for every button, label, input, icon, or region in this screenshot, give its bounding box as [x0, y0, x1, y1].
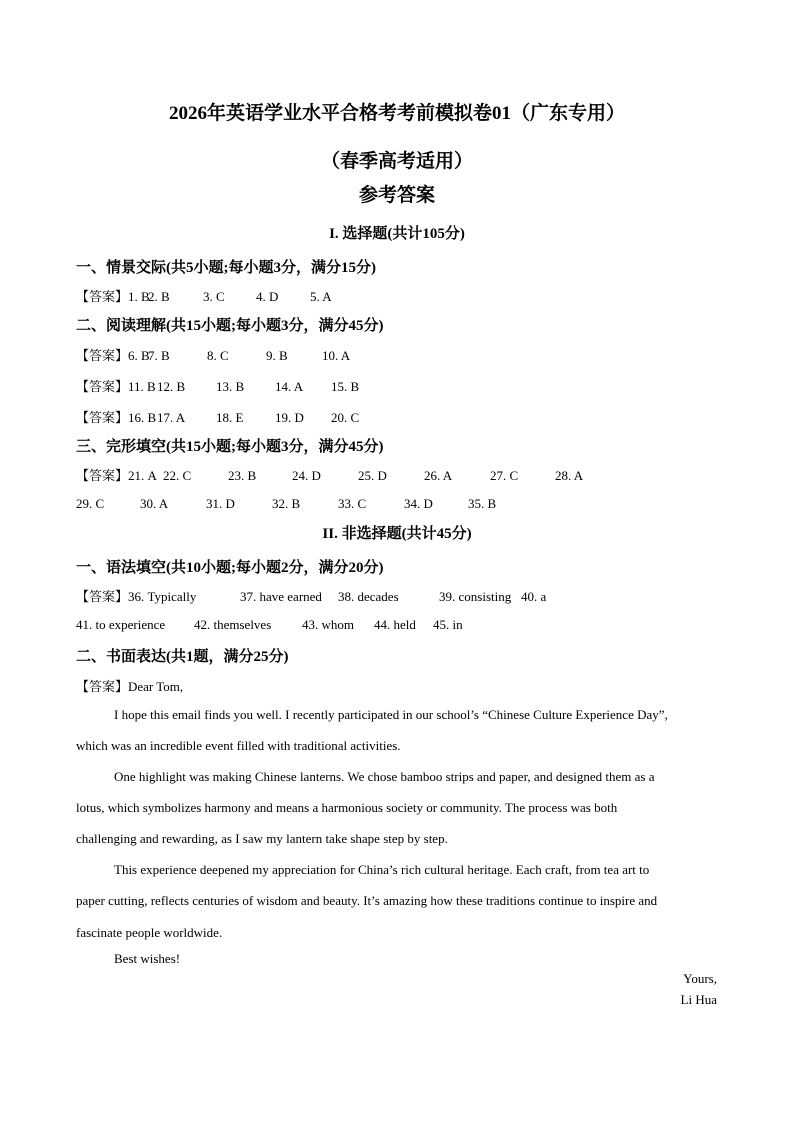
answer-item: 22. C	[163, 468, 192, 483]
answer-row	[76, 407, 359, 426]
answer-item: 37. have earned	[240, 589, 322, 604]
answer-item: 26. A	[424, 468, 453, 483]
answer-item: 19. D	[275, 410, 304, 425]
answer-row	[76, 496, 496, 512]
answer-item: 29. C	[76, 496, 105, 511]
part-2-1-heading: 一、语法填空(共10小题;每小题2分，满分20分)	[76, 560, 384, 576]
letter-signoff: Yours,	[683, 971, 717, 986]
answer-item: 45. in	[433, 617, 463, 632]
answer-item: 14. A	[275, 379, 304, 394]
answer-item: 23. B	[228, 468, 257, 483]
answer-item: 【答案】21. A	[76, 468, 157, 483]
answer-item: 17. A	[157, 410, 186, 425]
letter-line: fascinate people worldwide.	[76, 925, 223, 940]
answer-item: 【答案】1. B	[76, 289, 150, 304]
letter-line: which was an incredible event filled with traditional activities.	[76, 738, 401, 753]
answer-item: 40. a	[521, 589, 547, 604]
section-2-heading: II. 非选择题(共计45分)	[322, 526, 472, 542]
letter-line: challenging and rewarding, as I saw my lantern take shape step by step.	[76, 831, 448, 846]
section-1-heading: I. 选择题(共计105分)	[329, 226, 465, 242]
answer-item: 10. A	[322, 348, 351, 363]
answer-item: 18. E	[216, 410, 244, 425]
answer-item: 30. A	[140, 496, 169, 511]
answer-item: 24. D	[292, 468, 321, 483]
doc-title: 2026年英语学业水平合格考考前模拟卷01（广东专用）	[168, 103, 625, 124]
answer-item: 7. B	[148, 348, 170, 363]
answer-item: 35. B	[468, 496, 497, 511]
part-1-2-heading: 二、阅读理解(共15小题;每小题3分，满分45分)	[76, 318, 384, 334]
answer-item: 43. whom	[302, 617, 354, 632]
answer-item: 13. B	[216, 379, 245, 394]
answer-item: 12. B	[157, 379, 186, 394]
answer-item: 27. C	[490, 468, 519, 483]
answer-item: 15. B	[331, 379, 360, 394]
answer-row	[76, 286, 332, 305]
answer-item: 25. D	[358, 468, 387, 483]
answer-item: 34. D	[404, 496, 433, 511]
answer-row	[76, 345, 350, 364]
letter-line: paper cutting, reflects centuries of wisdom and beauty. It’s amazing how these traditions continue to inspire and	[76, 893, 658, 908]
answer-item: 39. consisting	[439, 589, 512, 604]
answer-item: 38. decades	[338, 589, 399, 604]
answer-row	[76, 465, 583, 484]
answer-row	[76, 617, 463, 633]
doc-answer-heading: 参考答案	[358, 185, 435, 206]
answer-item: 【答案】36. Typically	[76, 589, 197, 604]
answer-item: 【答案】6. B	[76, 348, 150, 363]
letter-line: One highlight was making Chinese lanterns. We chose bamboo strips and paper, and designed them as a	[114, 769, 655, 784]
answer-item: 42. themselves	[194, 617, 272, 632]
doc-subtitle: （春季高考适用）	[320, 151, 473, 172]
answer-item: 【答案】11. B	[76, 379, 156, 394]
letter-line: This experience deepened my appreciation for China’s rich cultural heritage. Each craft, from tea art to	[114, 862, 650, 877]
answer-item: 31. D	[206, 496, 235, 511]
answer-item: 33. C	[338, 496, 367, 511]
answer-item: 5. A	[310, 289, 332, 304]
answer-item: 32. B	[272, 496, 301, 511]
answer-item: 4. D	[256, 289, 279, 304]
answer-item: 2. B	[148, 289, 170, 304]
answer-item: 28. A	[555, 468, 584, 483]
part-1-1-heading: 一、情景交际(共5小题;每小题3分，满分15分)	[76, 260, 376, 276]
letter-greeting: 【答案】Dear Tom,	[76, 679, 184, 694]
answer-item: 9. B	[266, 348, 288, 363]
answer-item: 8. C	[207, 348, 229, 363]
answer-row	[76, 586, 546, 605]
letter-signature: Li Hua	[680, 992, 717, 1007]
answer-item: 44. held	[374, 617, 416, 632]
part-2-2-heading: 二、书面表达(共1题，满分25分)	[76, 649, 289, 665]
letter-line: lotus, which symbolizes harmony and means a harmonious society or community. The process was both	[76, 800, 618, 815]
part-1-3-heading: 三、完形填空(共15小题;每小题3分，满分45分)	[76, 439, 384, 455]
letter-line: I hope this email finds you well. I recently participated in our school’s “Chinese Culture Experience Day”,	[114, 707, 668, 722]
answer-row	[76, 376, 359, 395]
answer-item: 20. C	[331, 410, 360, 425]
answer-item: 【答案】16. B	[76, 410, 157, 425]
letter-closing: Best wishes!	[114, 951, 181, 966]
answer-item: 41. to experience	[76, 617, 166, 632]
answer-item: 3. C	[203, 289, 225, 304]
